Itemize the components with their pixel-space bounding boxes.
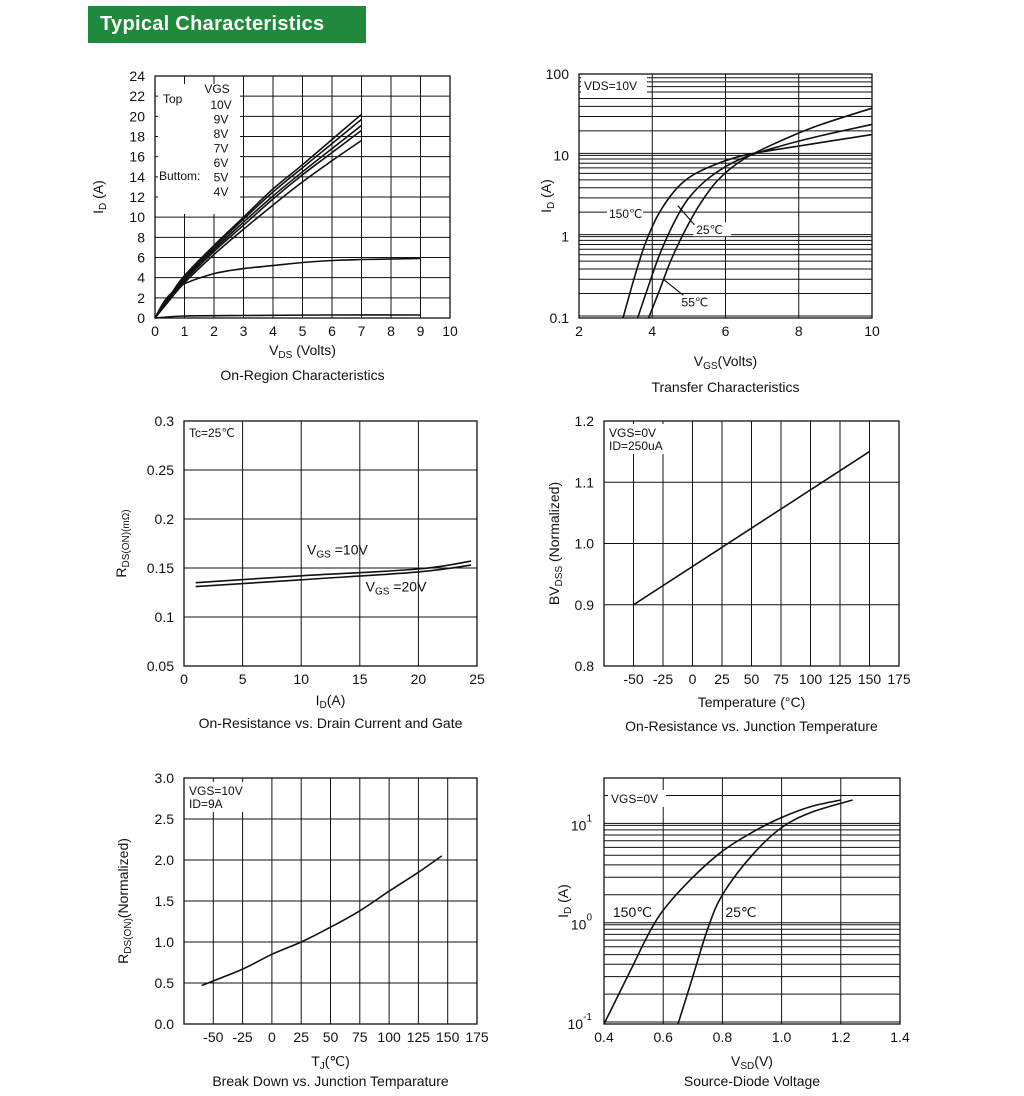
grid <box>579 74 872 318</box>
y-axis-label: $I_D$ (A) <box>538 179 557 213</box>
x-tick-label: 6 <box>721 323 730 339</box>
x-tick-label: 100 <box>377 1029 401 1045</box>
y-tick-label: 10 <box>553 147 569 164</box>
legend-entry: 8V <box>213 127 229 141</box>
x-tick-label: 0 <box>688 671 697 687</box>
y-tick-label: 22 <box>129 88 145 105</box>
chart-source-diode <box>512 760 1024 1096</box>
y-axis-label: $R_{DS(ON)}(Normalized)$ <box>115 838 134 964</box>
legend-entry: 6V <box>213 156 229 170</box>
plot-frame <box>604 778 900 1024</box>
y-axis-label: $I_D$ (A) <box>555 884 574 918</box>
y-tick-label: 100 <box>545 66 569 82</box>
y-tick-label: 1.0 <box>154 934 174 950</box>
chart-caption: Break Down vs. Junction Temparature <box>212 1073 449 1089</box>
x-tick-label: 75 <box>352 1029 368 1045</box>
series-label: 150℃ <box>609 206 643 221</box>
x-tick-label: 9 <box>416 323 425 339</box>
y-tick-label: 0.25 <box>146 462 174 478</box>
x-tick-label: 150 <box>857 671 882 687</box>
chart-caption: On-Region Characteristics <box>220 367 385 383</box>
x-tick-label: -50 <box>623 671 644 687</box>
x-tick-label: 2 <box>210 323 218 339</box>
y-tick-label: 0.2 <box>154 511 174 527</box>
series-line-2 <box>678 800 853 1024</box>
y-tick-label: 14 <box>129 168 145 185</box>
y-tick-label: $10^1$ <box>570 813 592 834</box>
series-label: $V_{GS} =20V$ <box>365 578 427 598</box>
y-tick-label: 0.5 <box>154 975 174 991</box>
series-label: 25℃ <box>696 223 724 238</box>
x-tick-label: -25 <box>652 671 674 687</box>
x-tick-label: 0.4 <box>594 1029 614 1045</box>
y-tick-label: 2.5 <box>154 811 174 827</box>
x-tick-label: 75 <box>773 671 789 687</box>
x-tick-label: 0.8 <box>712 1029 733 1045</box>
chart-transfer <box>512 50 1024 400</box>
x-tick-label: 125 <box>406 1029 431 1045</box>
x-tick-label: 25 <box>469 671 485 687</box>
x-tick-label: 100 <box>798 671 823 687</box>
legend-bottom-label: Buttom: <box>159 169 201 183</box>
y-tick-label: 0.0 <box>154 1016 174 1032</box>
y-tick-label: 2.0 <box>154 852 174 868</box>
y-tick-label: 1.0 <box>574 535 594 552</box>
y-axis-label: $I_D$ (A) <box>90 180 109 214</box>
x-tick-label: 8 <box>387 323 395 339</box>
y-tick-label: 2 <box>137 289 145 306</box>
x-tick-label: 7 <box>357 323 366 339</box>
grid <box>604 778 900 1024</box>
chart-breakdown-temp <box>0 760 512 1096</box>
x-tick-label: 175 <box>465 1029 489 1045</box>
x-tick-label: 150 <box>436 1029 460 1045</box>
chart-caption: On-Resistance vs. Junction Temperature <box>625 718 878 734</box>
x-tick-label: 6 <box>328 323 336 339</box>
x-tick-label: 1.4 <box>890 1029 910 1045</box>
y-tick-label: 0.05 <box>146 658 174 674</box>
annotation-text: VGS=0V <box>611 792 659 806</box>
y-tick-label: 0.15 <box>146 560 174 576</box>
x-tick-label: 4 <box>269 323 277 339</box>
annotation-text: ID=9A <box>189 797 223 811</box>
chart-caption: On-Resistance vs. Drain Current and Gate <box>198 715 463 731</box>
y-tick-label: 1.2 <box>574 413 594 429</box>
legend-top-label: Top <box>163 92 183 106</box>
x-tick-label: 5 <box>298 323 307 339</box>
grid <box>184 778 477 1024</box>
x-tick-label: 1 <box>180 323 189 339</box>
x-tick-label: 10 <box>442 323 458 339</box>
x-tick-label: 1.2 <box>831 1029 851 1045</box>
y-tick-label: 12 <box>129 189 145 205</box>
y-tick-label: 0.1 <box>154 609 174 625</box>
x-tick-label: 8 <box>794 323 803 339</box>
x-tick-label: -50 <box>203 1029 224 1045</box>
y-tick-label: 1 <box>561 228 569 245</box>
y-tick-label: 1.5 <box>154 893 174 909</box>
x-tick-label: 10 <box>293 671 309 687</box>
y-tick-label: 0.1 <box>549 310 569 326</box>
y-axis-label: $R_{DS(ON)(m\Omega)}$ <box>113 509 132 578</box>
legend-title: VGS <box>204 82 230 96</box>
legend-entry: 4V <box>213 185 229 199</box>
x-tick-label: 0 <box>180 671 188 687</box>
y-tick-label: 4 <box>137 269 145 286</box>
legend-entry: 10V <box>210 98 232 112</box>
series-line-1 <box>196 561 471 583</box>
x-tick-label: 25 <box>293 1029 309 1045</box>
x-axis-label: $T_J(℃)$ <box>311 1053 350 1072</box>
chart-on-resistance-drain <box>0 400 512 740</box>
grid <box>604 421 899 666</box>
x-tick-label: 50 <box>743 671 760 687</box>
x-tick-label: 25 <box>714 671 730 687</box>
chart-caption: Transfer Characteristics <box>651 379 800 395</box>
y-tick-label: 0 <box>137 310 145 326</box>
chart-caption: Source-Diode Voltage <box>683 1073 821 1089</box>
series-label: 55℃ <box>681 295 709 310</box>
x-tick-label: 10 <box>864 323 880 339</box>
legend-entry: 7V <box>213 141 229 156</box>
chart-on-region <box>0 50 512 395</box>
y-tick-label: 10 <box>129 209 145 226</box>
y-tick-label: 8 <box>137 229 145 246</box>
x-tick-label: 0 <box>151 323 159 339</box>
legend-entry: 9V <box>213 112 229 127</box>
x-tick-label: 3 <box>239 323 248 339</box>
x-tick-label: 4 <box>648 323 657 339</box>
x-axis-label: $V_{DS}$ (Volts) <box>269 342 336 361</box>
y-tick-label: 0.8 <box>574 658 594 674</box>
x-tick-label: 125 <box>828 671 852 687</box>
x-tick-label: 50 <box>322 1029 339 1045</box>
y-tick-label: 24 <box>129 68 145 84</box>
y-tick-label: $10^0$ <box>570 912 592 933</box>
y-tick-label: 20 <box>129 108 145 125</box>
x-tick-label: 20 <box>410 671 427 687</box>
series-label: $V_{GS} =10V$ <box>307 541 368 561</box>
y-tick-label: 3.0 <box>154 770 174 786</box>
series-label: 25℃ <box>725 903 757 920</box>
x-tick-label: 5 <box>238 671 247 687</box>
y-axis-label: $BV_{DSS}$ (Normalized) <box>546 481 565 606</box>
x-axis-label: $I_D(A)$ <box>315 692 346 711</box>
x-axis-label: Temperature (°C) <box>697 694 806 710</box>
annotation-text: VGS=10V <box>189 784 243 798</box>
annotation-text: Tc=25℃ <box>189 426 235 440</box>
x-tick-label: 0.6 <box>653 1029 673 1045</box>
x-axis-label: $V_{SD}(V)$ <box>731 1053 773 1072</box>
label-pointer <box>663 279 683 295</box>
annotation-text: ID=250uA <box>609 439 663 453</box>
x-axis-label: $V_{GS}(Volts)$ <box>693 353 758 372</box>
x-tick-label: 2 <box>575 323 583 339</box>
legend-entry: 5V <box>213 170 229 185</box>
y-tick-label: 18 <box>129 128 145 145</box>
label-pointer <box>678 206 694 225</box>
series-line-1 <box>202 856 442 986</box>
y-tick-label: 1.1 <box>574 474 594 491</box>
y-tick-label: 0.9 <box>574 596 594 613</box>
x-tick-label: -25 <box>232 1029 253 1045</box>
section-header <box>88 6 366 43</box>
x-tick-label: 175 <box>887 671 911 687</box>
y-tick-label: $10^{-1}$ <box>567 1012 592 1032</box>
y-tick-label: 16 <box>129 148 145 165</box>
series-label: 150℃ <box>612 903 652 920</box>
annotation-text: VDS=10V <box>584 79 638 93</box>
section-title: Typical Characteristics <box>100 13 325 35</box>
series-line-1 <box>623 135 872 318</box>
annotation-text: VGS=0V <box>609 426 657 440</box>
x-tick-label: 1.0 <box>771 1029 792 1045</box>
y-tick-label: 0.3 <box>154 413 174 429</box>
x-tick-label: 0 <box>268 1029 276 1045</box>
y-tick-label: 6 <box>137 249 145 266</box>
x-tick-label: 15 <box>352 671 368 687</box>
chart-on-resistance-temp <box>512 400 1024 740</box>
